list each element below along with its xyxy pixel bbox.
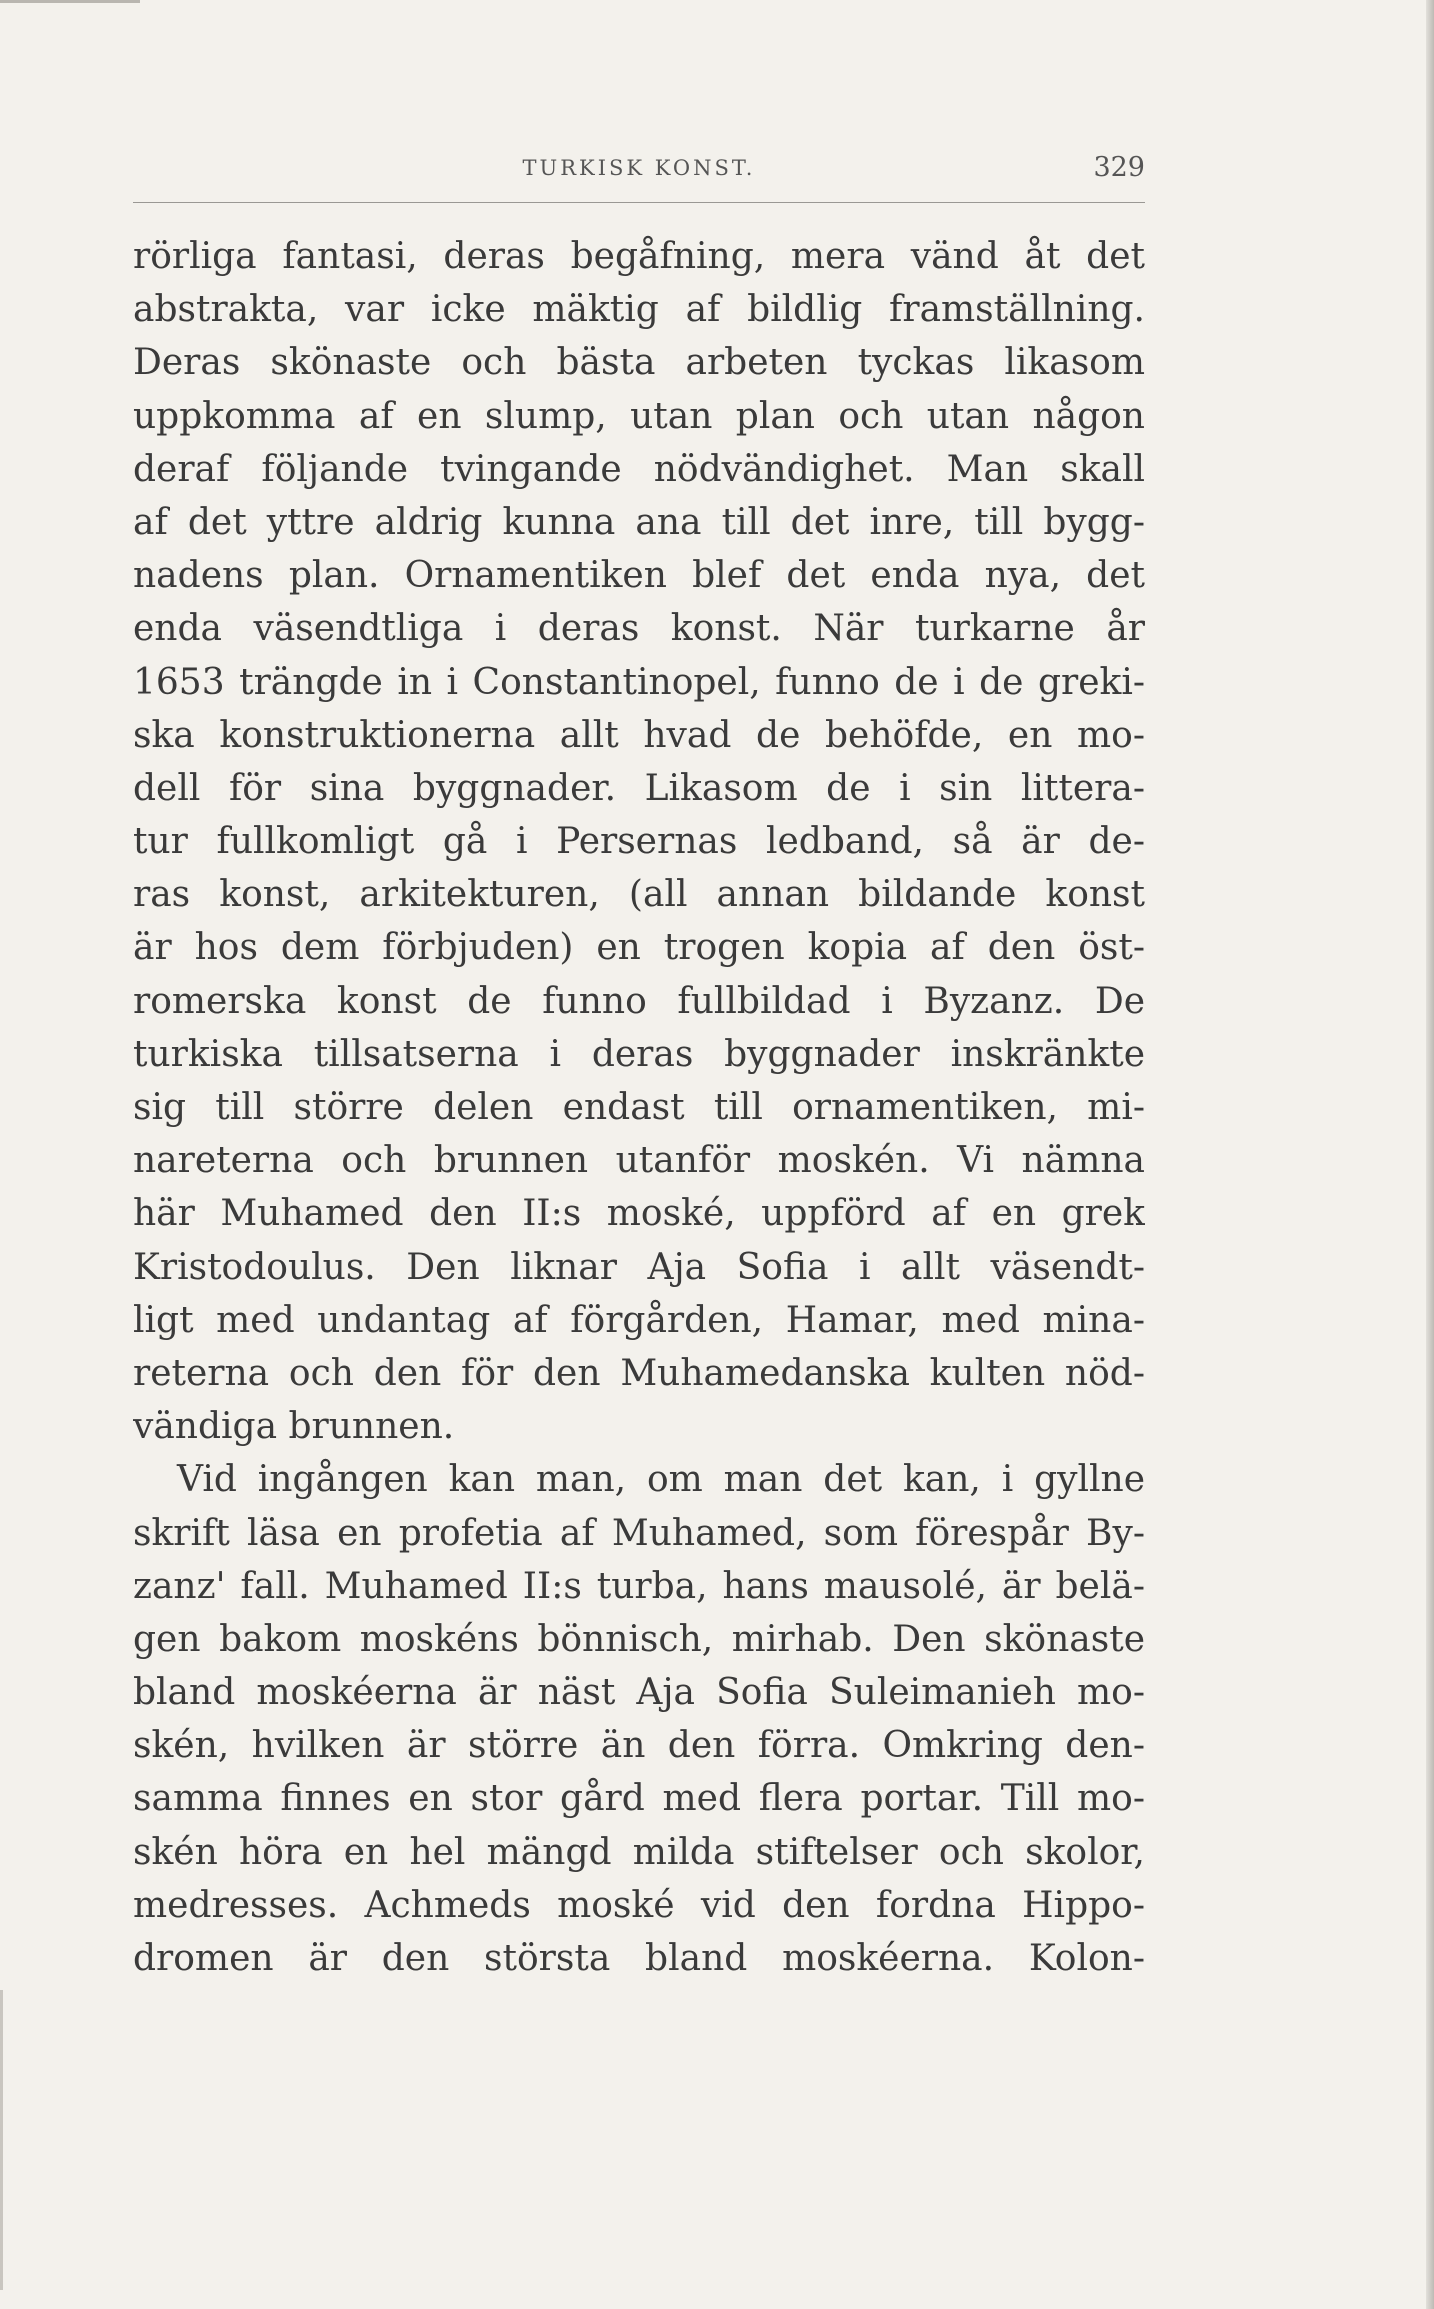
page-header xyxy=(133,150,1145,190)
scan-edge-mark xyxy=(0,0,140,3)
text-line: abstrakta, var icke mäktig af bildlig framställning. xyxy=(133,289,1145,331)
text-line: Vid ingången kan man, om man det kan, i gyllne xyxy=(177,1459,1145,1501)
running-title: TURKISK KONST. xyxy=(522,156,756,180)
text-line: reterna och den för den Muhamedanska kulten nöd- xyxy=(133,1352,1145,1394)
text-line: ligt med undantag af förgården, Hamar, med mina- xyxy=(133,1299,1145,1341)
text-line: turkiska tillsatserna i deras byggnader inskränkte xyxy=(133,1033,1145,1075)
text-line: medresses. Achmeds moské vid den fordna Hippo- xyxy=(133,1884,1145,1926)
text-line: rörliga fantasi, deras begåfning, mera vänd åt det xyxy=(133,236,1145,277)
text-line: skén höra en hel mängd milda stiftelser och skolor, xyxy=(133,1831,1145,1873)
page-edge-shadow xyxy=(1426,0,1434,2309)
text-line: dell för sina byggnader. Likasom de i sin littera- xyxy=(133,767,1145,809)
text-line: deraf följande tvingande nödvändighet. Man skall xyxy=(133,448,1145,490)
text-line: uppkomma af en slump, utan plan och utan någon xyxy=(133,395,1145,437)
text-line: här Muhamed den II:s moské, uppförd af en grek xyxy=(133,1193,1145,1235)
header-rule xyxy=(133,202,1145,203)
text-line: är hos dem förbjuden) en trogen kopia af den öst- xyxy=(133,927,1145,969)
text-line: samma finnes en stor gård med flera portar. Till mo- xyxy=(133,1778,1145,1820)
text-line: af det yttre aldrig kunna ana till det inre, till bygg- xyxy=(133,501,1145,543)
text-line: vändiga brunnen. xyxy=(133,1406,455,1448)
text-line: nadens plan. Ornamentiken blef det enda nya, det xyxy=(133,555,1145,597)
text-line: Deras skönaste och bästa arbeten tyckas likasom xyxy=(133,342,1145,384)
text-line: romerska konst de funno fullbildad i Byzanz. De xyxy=(133,980,1145,1022)
text-line: skén, hvilken är större än den förra. Omkring den- xyxy=(133,1725,1145,1767)
text-line: dromen är den största bland moskéerna. Kolon- xyxy=(133,1938,1145,1979)
page-number: 329 xyxy=(1093,152,1145,183)
text-line: sig till större delen endast till ornamentiken, mi- xyxy=(133,1087,1145,1128)
body-text xyxy=(133,230,1145,1985)
text-line: 1653 trängde in i Constantinopel, funno de i de greki- xyxy=(133,661,1145,703)
text-line: bland moskéerna är näst Aja Sofia Suleimanieh mo- xyxy=(133,1672,1145,1714)
text-line: zanz' fall. Muhamed II:s turba, hans mausolé, är belä- xyxy=(133,1565,1145,1607)
text-line: gen bakom moskéns bönnisch, mirhab. Den skönaste xyxy=(133,1618,1145,1660)
text-line: ska konstruktionerna allt hvad de behöfde, en mo- xyxy=(133,714,1145,756)
text-line: tur fullkomligt gå i Persernas ledband, så är de- xyxy=(133,821,1145,863)
page-edge-left xyxy=(0,1990,3,2290)
text-line: skrift läsa en profetia af Muhamed, som förespår By- xyxy=(133,1512,1145,1554)
text-line: enda väsendtliga i deras konst. När turkarne år xyxy=(133,608,1145,650)
text-line: Kristodoulus. Den liknar Aja Sofia i allt väsendt- xyxy=(133,1246,1145,1288)
text-line: nareterna och brunnen utanför moskén. Vi nämna xyxy=(133,1140,1145,1182)
text-line: ras konst, arkitekturen, (all annan bildande konst xyxy=(133,874,1145,916)
